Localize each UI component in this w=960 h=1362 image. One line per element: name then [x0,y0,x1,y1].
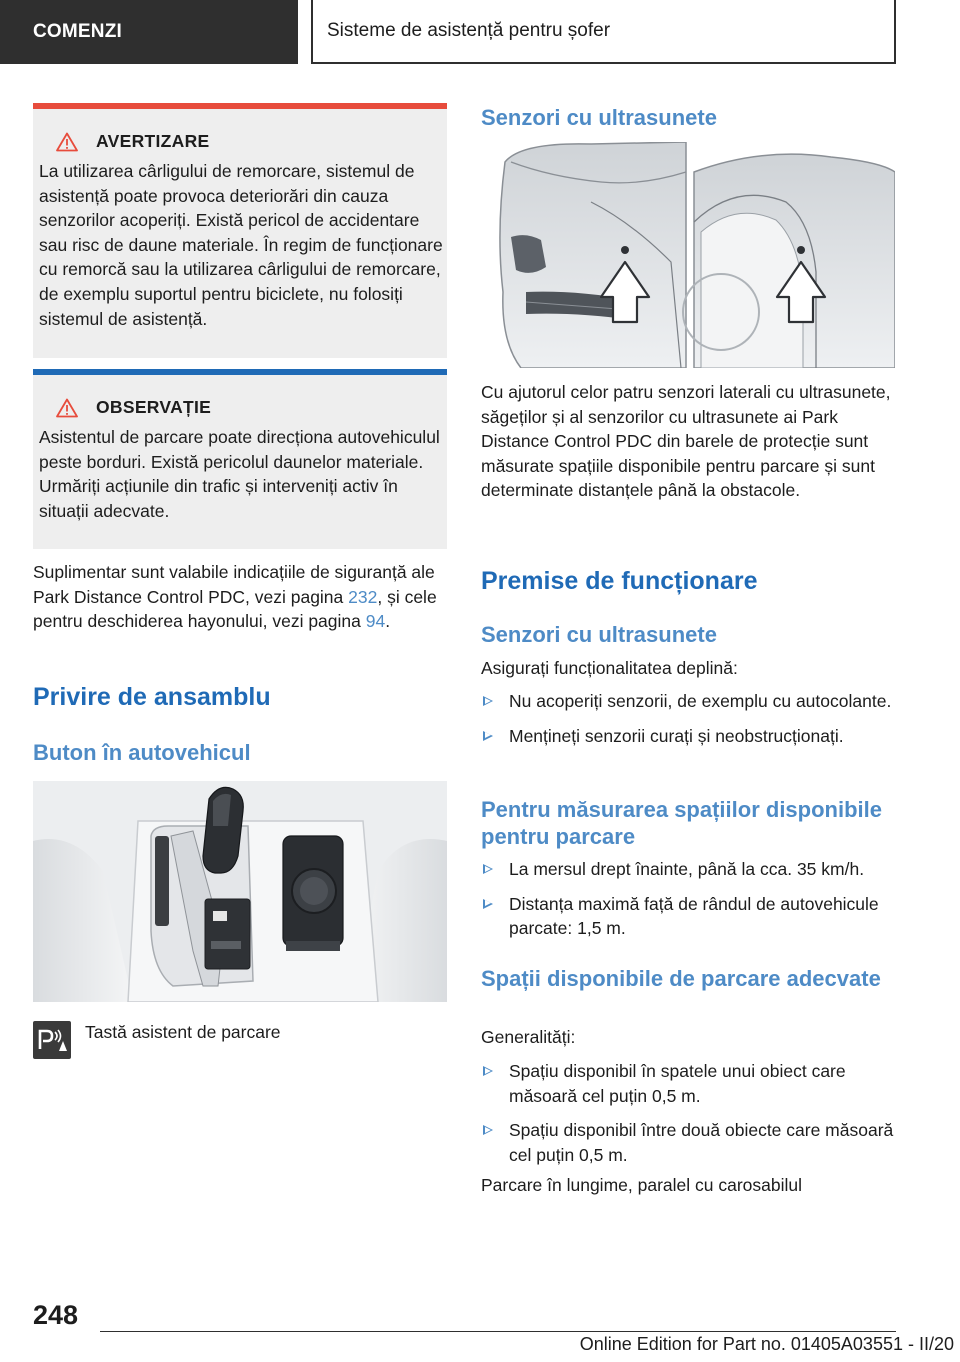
list-item-text: Nu acoperiți senzorii, de exemplu cu autocolante. [509,691,892,711]
warning-title-text: AVERTIZARE [96,131,210,151]
list-item [481,1059,895,1108]
parking-assistant-icon [33,1021,71,1059]
prereq-sensors-intro: Asigurați funcționalitatea deplină: [481,658,738,678]
list-item [481,857,895,882]
bullet-arrow-icon [483,864,493,874]
list-item-text: Distanța maximă față de rândul de autovehicule parcate: 1,5 m. [509,893,879,939]
spaces-intro: Generalități: [481,1027,576,1047]
list-item-text: Mențineți senzorii curați și neobstrucționați. [509,725,844,746]
page-link-94[interactable]: 94 [365,611,386,632]
measure-list [481,857,895,941]
intro-text-3: . [385,611,391,632]
prereq-sensors-heading: Senzori cu ultrasunete [481,622,717,647]
prereq-heading: Premise de funcționare [481,567,758,595]
sensors-description: Cu ajutorul celor patru senzori laterali cu ultrasunete, săgeților și al senzorilor cu ultrasunete ai Park Distance Control PDC din barele de protecție sunt măsurate spațiile disponibile pentru parcare și sunt determinate distanțele până la obstacole. [481,382,891,501]
console-image [33,781,447,1002]
notice-title [39,397,441,418]
footer-rule [100,1331,896,1332]
list-item [481,1118,895,1167]
bullet-arrow-icon [483,899,493,909]
intro-paragraph [33,560,447,634]
warning-box [33,103,447,358]
intro-text-1: Suplimentar sunt valabile indicațiile de siguranță ale Park Distance Control PDC, vezi pagina [33,562,435,607]
sensors-heading-top: Senzori cu ultrasunete [481,105,717,130]
list-item-text: La mersul drept înainte, până la cca. 35 km/h. [509,859,865,879]
warning-triangle-icon [56,132,78,152]
bullet-arrow-icon [483,1125,493,1135]
notice-text: Asistentul de parcare poate direcționa autovehiculul peste borduri. Există pericolul daunelor materiale. Urmăriți acțiunile din trafic și interveniți activ în situații adecvate. [39,427,440,521]
gear-console-illustration [33,781,447,1002]
intro-text-2: , și cele pentru deschiderea hayonului, vezi pagina [33,586,437,632]
page-number: 248 [33,1300,79,1330]
header-section: COMENZI [0,0,298,64]
measure-heading: Pentru măsurarea spațiilor disponibile pentru parcare [481,797,882,849]
bullet-arrow-icon [483,1066,493,1076]
footer-edition: Online Edition for Part no. 01405A03551 - II/20 [579,1334,954,1354]
parallel-parking-text: Parcare în lungime, paralel cu carosabilul [481,1175,802,1195]
ultrasonic-sensors-illustration [481,142,895,368]
list-item [481,892,895,941]
spaces-heading: Spații disponibile de parcare adecvate [481,966,881,991]
header-chapter: Sisteme de asistență pentru șofer [311,0,896,64]
notice-triangle-icon [56,398,78,418]
parking-assistant-glyph [33,1021,71,1059]
button-caption: Tastă asistent de parcare [85,1022,281,1042]
page-link-232[interactable]: 232 [348,586,378,607]
bullet-arrow-icon [483,731,493,741]
prereq-sensors-list [481,689,895,748]
list-item [481,724,895,749]
list-item-text: Spațiu disponibil în spatele unui obiect care măsoară cel puțin 0,5 m. [509,1061,846,1106]
bullet-arrow-icon [483,696,493,706]
button-heading: Buton în autovehicul [33,740,251,765]
list-item [481,689,895,714]
header-divider [302,0,308,64]
overview-heading: Privire de ansamblu [33,683,271,711]
warning-accent-bar [33,103,447,109]
spaces-list [481,1059,895,1167]
notice-title-text: OBSERVAȚIE [96,397,212,417]
warning-title [39,131,441,152]
notice-accent-bar [33,369,447,375]
notice-box [33,369,447,549]
warning-text: La utilizarea cârligului de remorcare, sistemul de asistență poate provoca deteriorări din cauza senzorilor acoperiți. Există pericol de accidentare sau risc de daune materiale. În regim de funcționare cu remorcă sau la utilizarea cârligului de remorcare, de exemplu suportul pentru biciclete, nu folosiți sistemul de asistență. [39,161,443,329]
list-item-text: Spațiu disponibil între două obiecte care măsoară cel puțin 0,5 m. [509,1120,894,1165]
sensors-image [481,142,895,368]
